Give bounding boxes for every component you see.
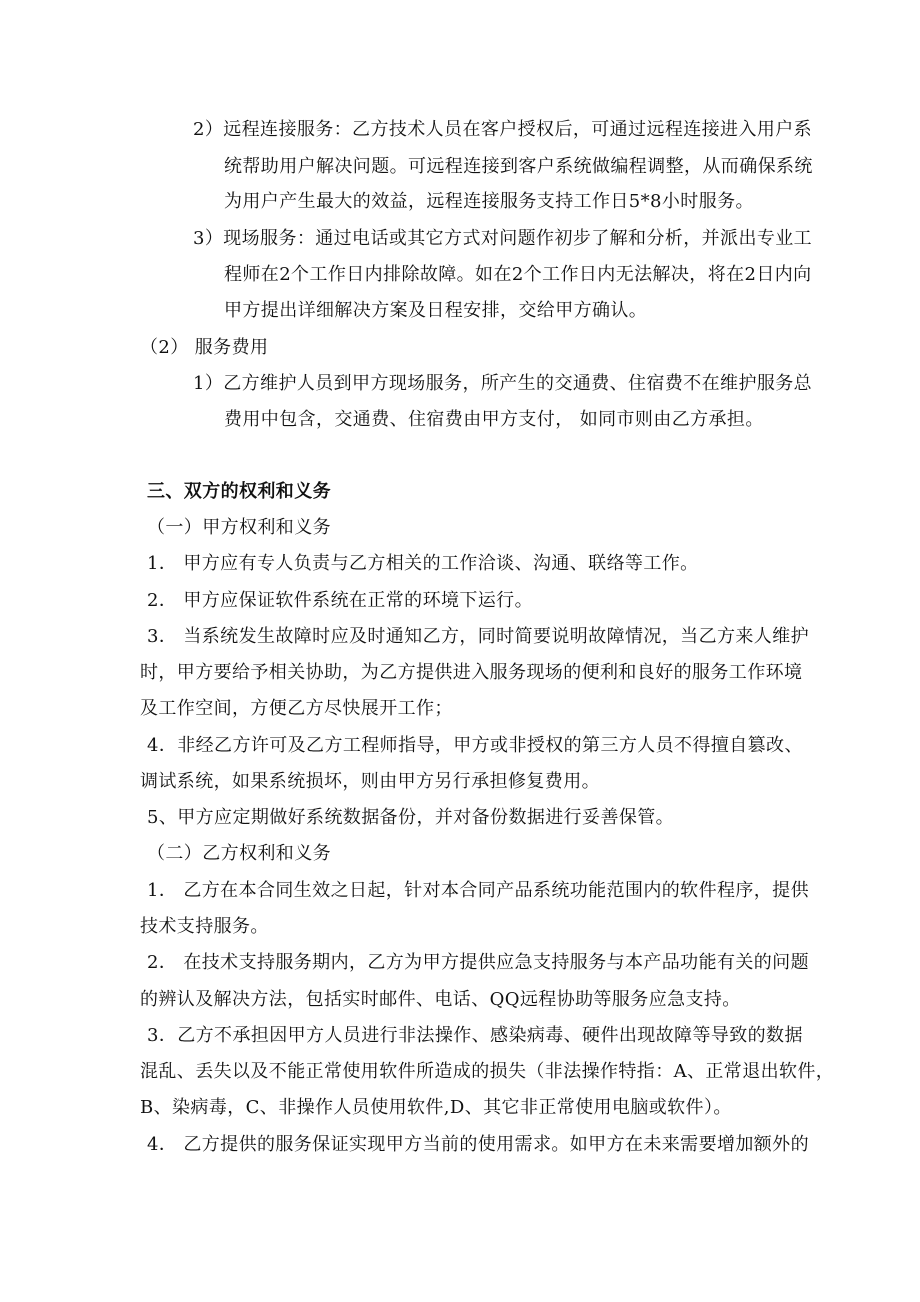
paragraph-line: 1． 乙方在本合同生效之日起，针对本合同产品系统功能范围内的软件程序，提供 [147, 880, 809, 901]
paragraph-line: 时，甲方要给予相关协助，为乙方提供进入服务现场的便利和良好的服务工作环境 [140, 662, 803, 683]
paragraph-line: 3）现场服务：通过电话或其它方式对问题作初步了解和分析，并派出专业工 [193, 228, 813, 249]
paragraph-line: 3． 当系统发生故障时应及时通知乙方，同时简要说明故障情况，当乙方来人维护 [147, 626, 809, 647]
subsection-heading: （一）甲方权利和义务 [147, 517, 331, 538]
section-heading: 三、双方的权利和义务 [147, 481, 331, 502]
paragraph-line: 1． 甲方应有专人负责与乙方相关的工作洽谈、沟通、联络等工作。 [147, 553, 699, 574]
subsection-heading: （二）乙方权利和义务 [147, 843, 331, 864]
paragraph-line: 5、甲方应定期做好系统数据备份，并对备份数据进行妥善保管。 [147, 807, 675, 828]
paragraph-line: 4． 乙方提供的服务保证实现甲方当前的使用需求。如甲方在未来需要增加额外的 [147, 1134, 809, 1155]
paragraph-line: 技术支持服务。 [140, 916, 269, 937]
paragraph-line: 2）远程连接服务：乙方技术人员在客户授权后，可通过远程连接进入用户系 [193, 119, 813, 140]
paragraph-line: B、染病毒，C、非操作人员使用软件,D、其它非正常使用电脑或软件）。 [140, 1097, 732, 1118]
section-subheading: （2） 服务费用 [140, 337, 269, 358]
paragraph-line: 及工作空间，方便乙方尽快展开工作； [140, 698, 453, 719]
paragraph-line: 4．非经乙方许可及乙方工程师指导，甲方或非授权的第三方人员不得擅自篡改、 [147, 735, 803, 756]
paragraph-line: 2． 甲方应保证软件系统在正常的环境下运行。 [147, 590, 533, 611]
paragraph-line: 费用中包含，交通费、住宿费由甲方支付， 如同市则由乙方承担。 [224, 409, 764, 430]
paragraph-line: 统帮助用户解决问题。可远程连接到客户系统做编程调整，从而确保系统 [224, 156, 813, 177]
paragraph-line: 程师在2个工作日内排除故障。如在2个工作日内无法解决，将在2日内向 [224, 264, 812, 285]
paragraph-line: 3．乙方不承担因甲方人员进行非法操作、感染病毒、硬件出现故障等导致的数据 [147, 1025, 803, 1046]
paragraph-line: 为用户产生最大的效益，远程连接服务支持工作日5*8小时服务。 [224, 191, 754, 212]
paragraph-line: 的辨认及解决方法，包括实时邮件、电话、QQ远程协助等服务应急支持。 [140, 989, 741, 1010]
paragraph-line: 2． 在技术支持服务期内，乙方为甲方提供应急支持服务与本产品功能有关的问题 [147, 952, 809, 973]
paragraph-line: 1）乙方维护人员到甲方现场服务，所产生的交通费、住宿费不在维护服务总 [193, 373, 813, 394]
paragraph-line: 调试系统，如果系统损坏，则由甲方另行承担修复费用。 [140, 771, 600, 792]
paragraph-line: 甲方提出详细解决方案及日程安排，交给甲方确认。 [224, 300, 648, 321]
paragraph-line: 混乱、丢失以及不能正常使用软件所造成的损失（非法操作特指：A、正常退出软件， [140, 1061, 835, 1082]
